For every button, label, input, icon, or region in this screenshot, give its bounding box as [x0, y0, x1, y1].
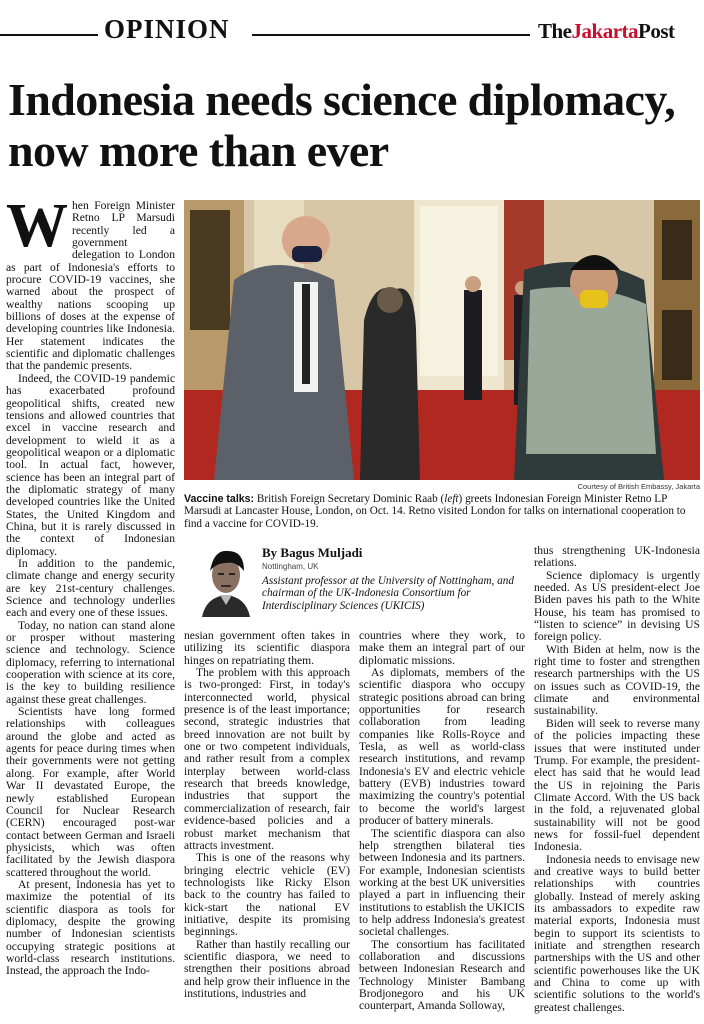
drop-cap: W	[6, 192, 68, 260]
paragraph: With Biden at helm, now is the right time to foster and strengthen research partnerships with the US on issues such as COVID-19, the climate and environmental sustainability.	[534, 642, 700, 718]
paragraph: As diplomats, members of the scientific diaspora who occupy strategic positions abroad can bring opportunities for research collaboration from leading companies like Rolls-Royce and Tesla, as well as world-class research institutions, and revamp Indonesia's EV and electric vehicle battery (EVB) industries toward maximizing the country's potential to become the world's largest producer of battery minerals.	[359, 666, 525, 828]
author-location: Nottingham, UK	[262, 562, 319, 571]
paragraph	[6, 192, 175, 373]
masthead-jakarta: Jakarta	[571, 19, 639, 43]
headline: Indonesia needs science diplomacy, now more than ever	[8, 74, 676, 176]
paragraph-text: hen Foreign Minister Retno LP Marsudi recently led a government delegation to London as part of Indonesia's efforts to procure COVID-19 vaccines, she warned about the prospect of wealthy nations scooping up billions of doses at the expense of developing countries like Indonesia. Her statement indicates the scientific and diplomatic challenges that the pandemic presents.	[6, 199, 175, 373]
news-photo	[184, 200, 700, 480]
paragraph: Today, no nation can stand alone or prosper without mastering science and technology. Science diplomacy, referring to international cooperation with science at its core, is the key to building resilience against these great challenges.	[6, 618, 175, 706]
paragraph: The scientific diaspora can also help strengthen bilateral ties between Indonesia and its partners. For example, Indonesian scientists working at the best UK universities played a part in influencing their institutions to establish the UKICIS to help address Indonesia's greatest societal challenges.	[359, 826, 525, 939]
page-header	[0, 0, 704, 52]
photo-caption	[184, 493, 700, 530]
caption-lead: Vaccine talks:	[184, 493, 255, 505]
masthead-post: Post	[638, 19, 675, 43]
paragraph: Indonesia needs to envisage new and creative ways to build better relationships with countries globally. Instead of merely asking its ambassadors to expedite raw material exports, Indonesia must begin to support its scientists to initiate and strengthen research partnerships with the US and other scientific powerhouses like the UK and China to come up with scientific solutions to the world's greatest challenges.	[534, 852, 700, 1014]
caption-text: ) greets Indonesian Foreign Minister Retno LP Marsudi at Lancaster House, London, on Oct. 14. Retno visited London for talks on international cooperation to find a vaccine for COVID-19.	[184, 493, 686, 530]
paragraph: This is one of the reasons why bringing electric vehicle (EV) technologists like Ricky Elson back to the country has failed to kick-start the national EV initiative, despite its promising beginnings.	[184, 851, 350, 939]
section-label: OPINION	[104, 14, 230, 44]
article-column-4	[534, 545, 700, 1014]
article-column-2	[184, 630, 350, 1000]
paragraph: Scientists have long formed relationships with colleagues around the globe and acted as agents for peace during times when their governments were not getting along. For example, after World War II devastated Europe, the newly established European Council for Nuclear Research (CERN) encouraged post-war contact between German and Israeli physicists, which was often facilitated by the Jewish diaspora scattered throughout the world.	[6, 705, 175, 879]
photo-credit: Courtesy of British Embassy, Jakarta	[577, 482, 700, 491]
caption-left: left	[444, 493, 459, 505]
caption-text: British Foreign Secretary Dominic Raab (	[254, 493, 445, 505]
paragraph: Indeed, the COVID-19 pandemic has exacerbated profound geopolitical shifts, created new tensions and allowed countries that excel in vaccine research and development to wield it as a geopolitical weapon or a diplomatic tool. In actual fact, however, science has been an integral part of the diplomatic strategy of many developed countries like the United States, the United Kingdom and China, but it is rarely discussed in the context of Indonesian diplomacy.	[6, 371, 175, 558]
author-bio: Assistant professor at the University of Nottingham, and chairman of the UK-Indonesia Consortium for Interdisciplinary Sciences (UKICIS)	[262, 575, 514, 612]
author-byline: By Bagus Muljadi	[262, 545, 363, 560]
paragraph: At present, Indonesia has yet to maximize the potential of its scientific diaspora as tools for diplomacy, despite the growing number of Indonesian scientists occupying strategic positions at world-class research institutions. Instead, the approach the Indo-	[6, 877, 175, 978]
paragraph: Biden will seek to reverse many of the policies impacting these issues that were instituted under Trump. For example, the president-elect has said that he would lead the US in rejoining the Paris Climate Accord. With the US back in the fold, a rejuvenated global sustainability will not be good news for fossil-fuel dependent Indonesia.	[534, 716, 700, 854]
paragraph: The consortium has facilitated collaboration and discussions between Indonesian Research and Technology Minister Bambang Brodjonegoro and his UK counterpart, Amanda Solloway,	[359, 937, 525, 1013]
author-portrait	[198, 545, 254, 617]
article-column-3	[359, 630, 525, 1013]
article-column-1	[6, 192, 175, 978]
paragraph: thus strengthening UK-Indonesia relations.	[534, 544, 700, 570]
header-rule-right	[252, 34, 530, 36]
paragraph: The problem with this approach is two-pronged: First, in today's interconnected world, physical presence is of the least importance; second, strategic industries that breed innovation are not built by one or two competent individuals, and rather result from a complex interplay between world-class research that breeds knowledge, industries that support the commercialization of research, fair evidence-based policies and a robust market mechanism that attracts investment.	[184, 666, 350, 852]
photo-illustration	[184, 200, 700, 480]
paragraph: Science diplomacy is urgently needed. As US president-elect Joe Biden paves his path to the White House, his team has promised to “listen to science” in devising US foreign policy.	[534, 568, 700, 644]
header-rule-left	[0, 34, 98, 36]
paragraph: countries where they work, to make them an integral part of our diplomatic missions.	[359, 629, 525, 667]
paragraph: nesian government often takes in utilizing its scientific diaspora hinges on repatriating them.	[184, 629, 350, 667]
masthead-the: The	[538, 19, 572, 43]
paragraph: Rather than hastily recalling our scientific diaspora, we need to strengthen their positions abroad and help grow their influence in the institutions, industries and	[184, 937, 350, 1000]
masthead-logo	[538, 19, 675, 44]
author-photo	[198, 545, 254, 617]
paragraph: In addition to the pandemic, climate change and energy security are key 21st-century challenges. Science and technology underlies each and every one of these issues.	[6, 556, 175, 620]
